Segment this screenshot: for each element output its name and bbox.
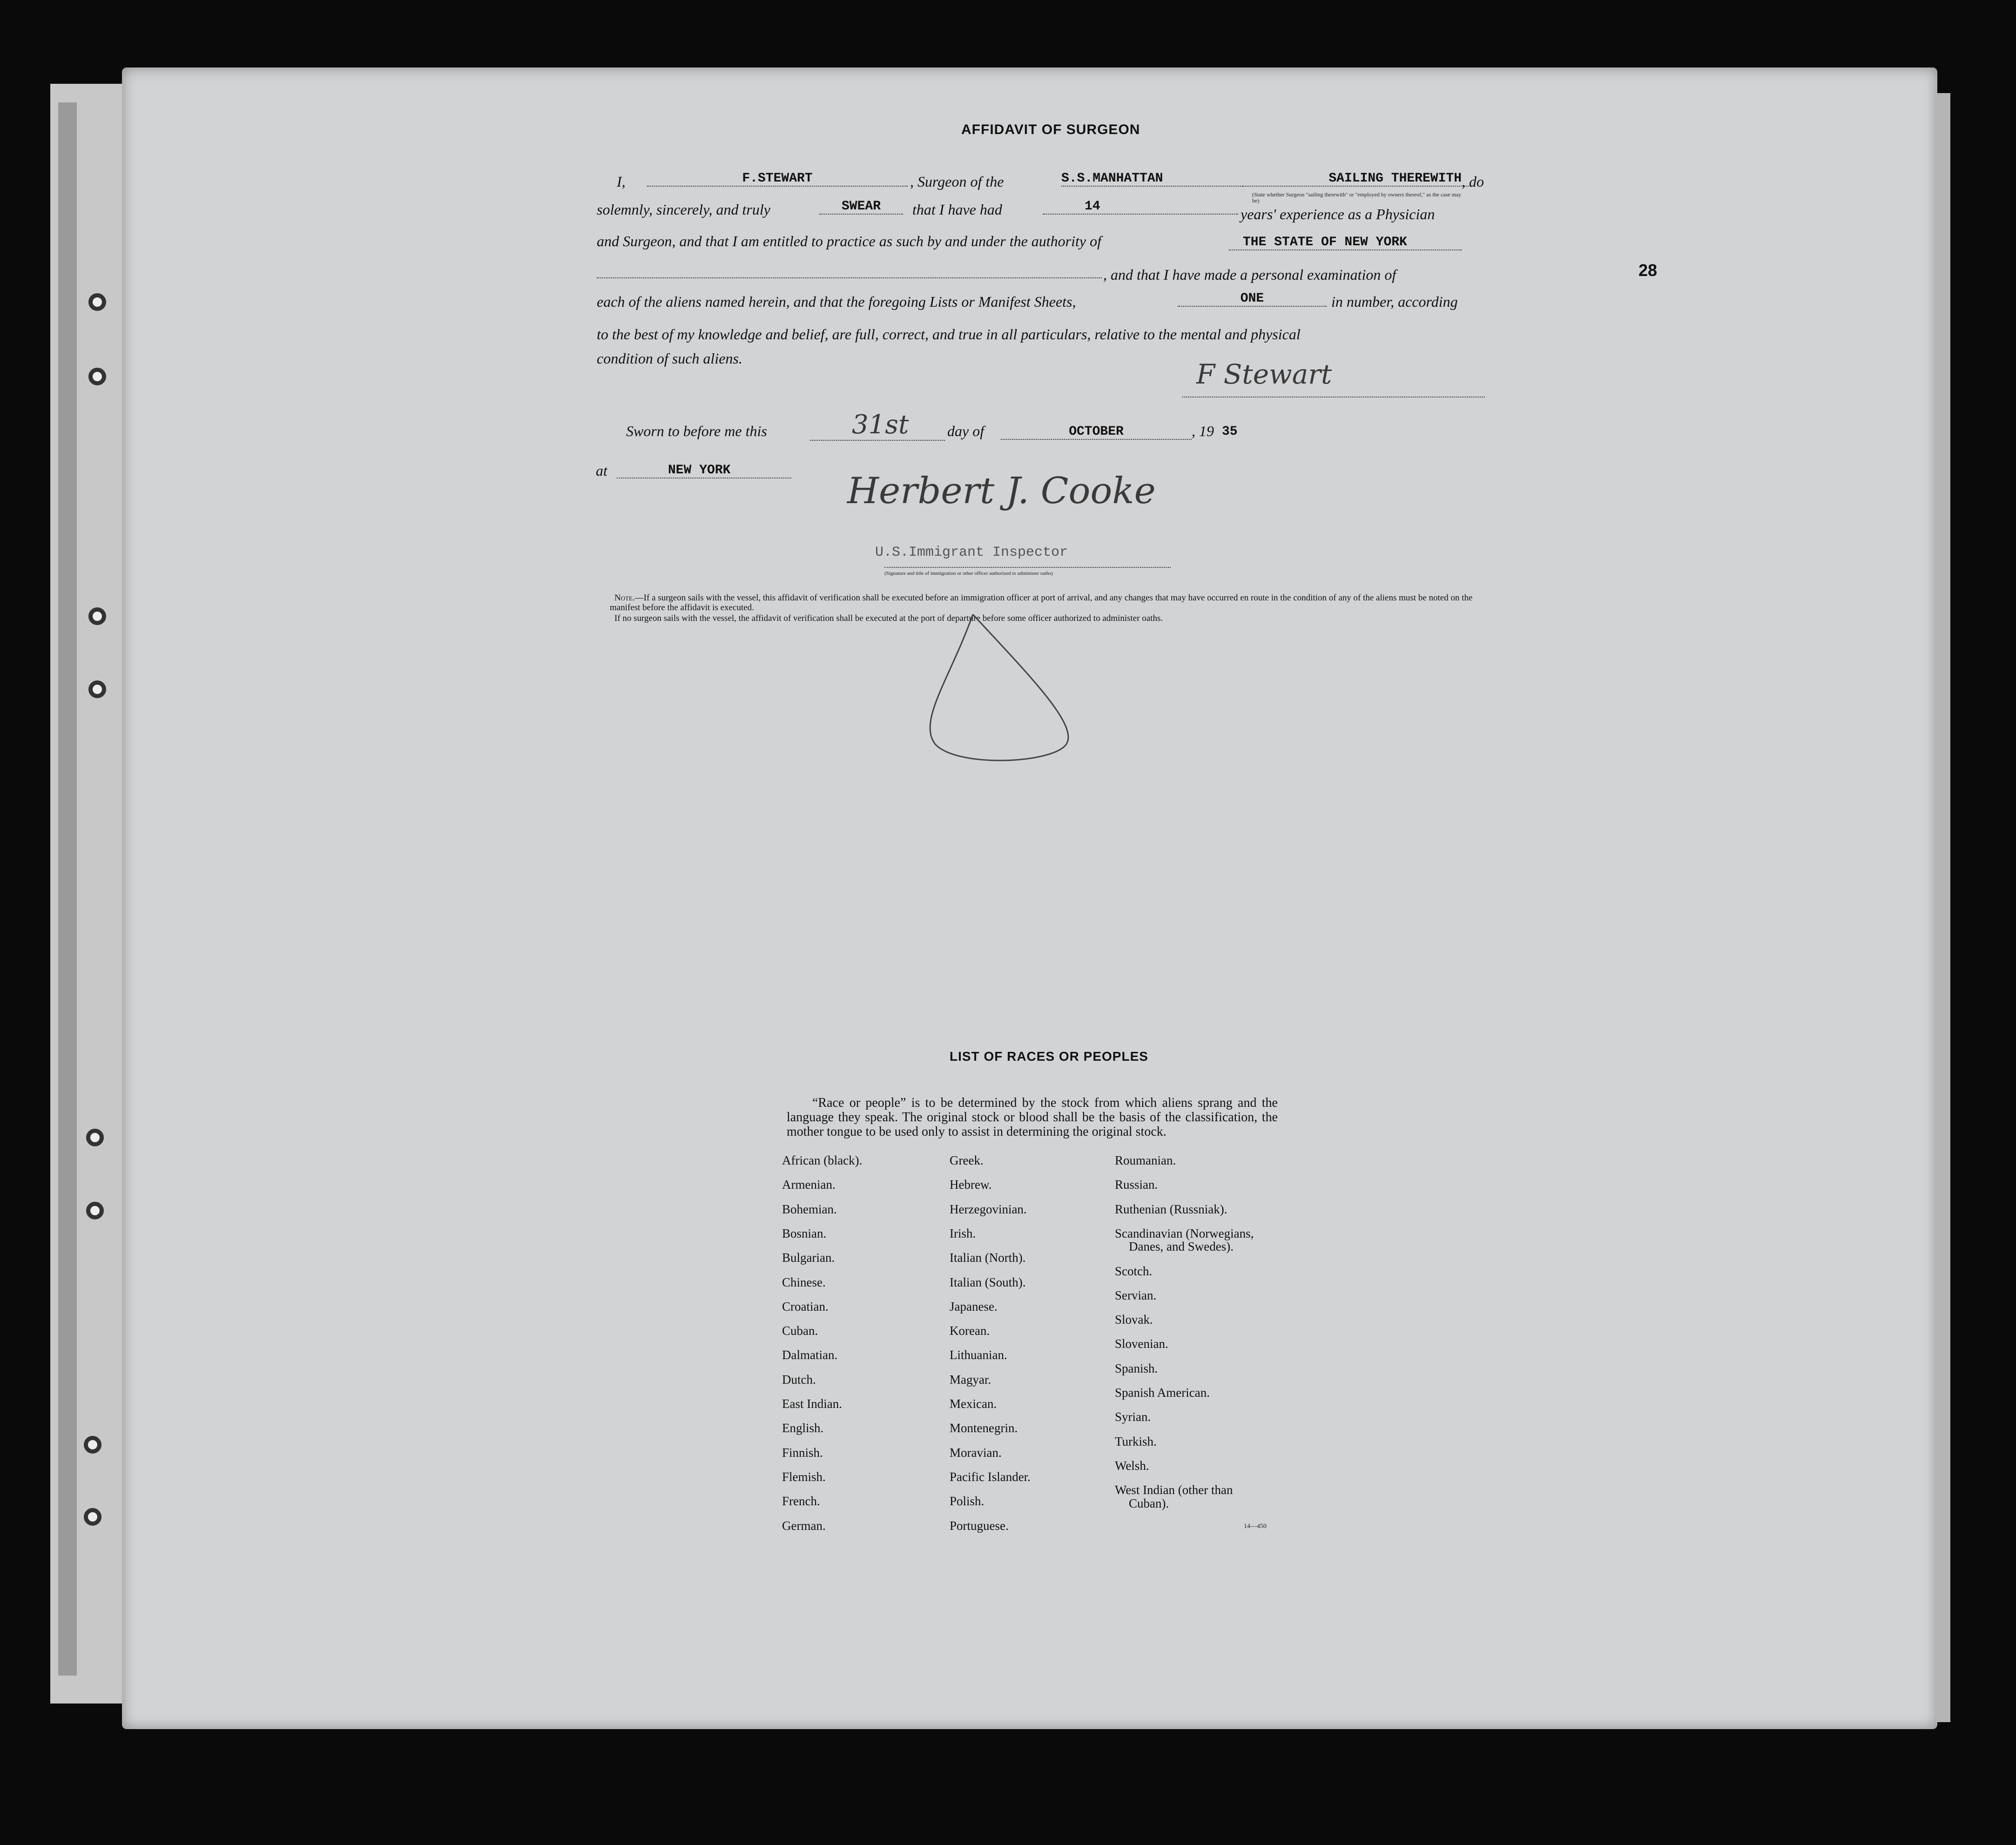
page-number: 28: [1638, 261, 1658, 280]
race-item: Lithuanian.: [950, 1348, 1007, 1362]
race-item: Bosnian.: [782, 1226, 827, 1240]
race-item: Portuguese.: [950, 1519, 1009, 1533]
and-surgeon-label: and Surgeon, and that I am entitled to practice as such by and under the authority of: [597, 233, 1101, 249]
binder-strip: [58, 102, 77, 1676]
race-item: Slovenian.: [1115, 1337, 1168, 1351]
page-edge: [1936, 93, 1950, 1722]
note-label: Note.: [614, 593, 635, 603]
surgeon-of-label: , Surgeon of the: [910, 173, 1004, 190]
race-item: Moravian.: [950, 1446, 1002, 1460]
race-item: Danes, and Swedes).: [1129, 1239, 1234, 1253]
race-item: Spanish.: [1115, 1361, 1158, 1375]
signature-caption: (Signature and title of immigration or other officer authorized to administer oaths): [884, 571, 1053, 576]
race-item: Flemish.: [782, 1470, 826, 1484]
race-item: Spanish American.: [1115, 1386, 1210, 1400]
race-item: Polish.: [950, 1494, 984, 1508]
affidavit-i: I,: [617, 173, 626, 190]
sworn-month: OCTOBER: [1001, 424, 1192, 440]
races-intro: “Race or people” is to be determined by the stock from which aliens sprang and the language they speak. The original stock or blood shall be the basis of the classification, the mother tongue to be used only to assist in determining the original stock.: [787, 1096, 1278, 1139]
inspector-signature: Herbert J. Cooke: [847, 470, 1156, 512]
binder-hole: [86, 1129, 104, 1146]
oath-type: SWEAR: [819, 199, 903, 215]
sworn-label: Sworn to before me this: [626, 423, 767, 439]
pen-stroke: [922, 605, 1085, 773]
race-item: Slovak.: [1115, 1313, 1153, 1327]
surgeon-signature: F Stewart: [1196, 358, 1332, 390]
personal-exam-label: , and that I have made a personal examination of: [1103, 266, 1396, 283]
year-prefix: , 19: [1192, 423, 1214, 439]
surgeon-name: F.STEWART: [647, 171, 908, 187]
race-item: West Indian (other than: [1115, 1483, 1233, 1497]
binder-hole: [88, 293, 106, 311]
in-number-label: in number, according: [1331, 293, 1458, 310]
binder-hole: [84, 1436, 101, 1454]
years-value: 14: [1043, 199, 1238, 215]
race-item: French.: [782, 1494, 820, 1508]
race-item: Japanese.: [950, 1300, 998, 1313]
race-item: German.: [782, 1519, 826, 1533]
binder-hole: [88, 607, 106, 625]
race-item: Magyar.: [950, 1373, 991, 1387]
race-item: Mexican.: [950, 1397, 997, 1411]
solemnly-label: solemnly, sincerely, and truly: [597, 201, 770, 218]
binder-hole: [86, 1202, 104, 1219]
race-item: Turkish.: [1115, 1434, 1157, 1448]
form-number: 14—450: [1244, 1523, 1267, 1530]
note-text-1: —If a surgeon sails with the vessel, this affidavit of verification shall be executed before an immigration officer at port of arrival, and any changes that may have occurred en route in the condition of any of the aliens must be noted on the manifest before the affidavit is executed.: [610, 593, 1473, 613]
race-item: Welsh.: [1115, 1459, 1149, 1473]
race-item: Pacific Islander.: [950, 1470, 1031, 1484]
race-item: Bulgarian.: [782, 1251, 835, 1265]
to-best-label: to the best of my knowledge and belief, are full, correct, and true in all particulars, relative to the mental and physical: [597, 326, 1301, 343]
inspector-title: U.S.Immigrant Inspector: [875, 545, 1068, 560]
race-item: English.: [782, 1421, 824, 1435]
note-paragraph-2: If no surgeon sails with the vessel, the affidavit of verification shall be executed at the port of departure before some officer authorized to administer oaths.: [614, 613, 1163, 623]
authority-value: THE STATE OF NEW YORK: [1229, 235, 1462, 250]
race-item: Ruthenian (Russniak).: [1115, 1202, 1227, 1216]
race-item: Scotch.: [1115, 1264, 1153, 1278]
years-experience-label: years' experience as a Physician: [1241, 206, 1435, 222]
sworn-place: NEW YORK: [617, 463, 791, 478]
sheet-count: ONE: [1178, 291, 1327, 307]
race-item: Roumanian.: [1115, 1153, 1176, 1167]
day-of-label: day of: [947, 423, 984, 439]
binder-hole: [84, 1508, 101, 1526]
race-item: Italian (South).: [950, 1275, 1026, 1289]
sailing-status: SAILING THEREWITH: [1243, 171, 1471, 187]
sailing-note: (State whether Surgeon "sailing therewith" or "employed by owners thereof," as the case may be): [1252, 191, 1462, 204]
race-item: Dutch.: [782, 1373, 816, 1387]
race-item: Servian.: [1115, 1288, 1157, 1302]
affidavit-title: AFFIDAVIT OF SURGEON: [961, 122, 1140, 137]
race-item: Herzegovinian.: [950, 1202, 1027, 1216]
race-item: Armenian.: [782, 1178, 836, 1192]
race-item: Bohemian.: [782, 1202, 837, 1216]
race-item: Chinese.: [782, 1275, 826, 1289]
race-item: Russian.: [1115, 1178, 1158, 1192]
race-item: Italian (North).: [950, 1251, 1026, 1265]
race-item: Finnish.: [782, 1446, 823, 1460]
condition-label: condition of such aliens.: [597, 350, 742, 367]
binder-hole: [88, 680, 106, 698]
inspector-signature-line: [884, 567, 1171, 568]
race-item: Scandinavian (Norwegians,: [1115, 1226, 1254, 1240]
race-item: Cuban).: [1129, 1496, 1169, 1510]
binder-hole: [88, 368, 106, 385]
authority-continuation-line: [597, 277, 1102, 278]
ship-name: S.S.MANHATTAN: [1061, 171, 1243, 187]
each-of-label: each of the aliens named herein, and that the foregoing Lists or Manifest Sheets,: [597, 293, 1076, 310]
do-label: , do: [1462, 173, 1484, 190]
race-item: Hebrew.: [950, 1178, 992, 1192]
race-item: Syrian.: [1115, 1410, 1151, 1424]
races-title: LIST OF RACES OR PEOPLES: [950, 1049, 1148, 1064]
race-item: Dalmatian.: [782, 1348, 838, 1362]
race-item: Montenegrin.: [950, 1421, 1018, 1435]
race-item: Irish.: [950, 1226, 976, 1240]
race-item: Cuban.: [782, 1324, 818, 1338]
race-item: Greek.: [950, 1153, 984, 1167]
race-item: Croatian.: [782, 1300, 829, 1313]
race-item: Korean.: [950, 1324, 990, 1338]
at-label: at: [596, 462, 607, 479]
sworn-day: 31st: [852, 410, 909, 440]
sworn-day-line: [810, 440, 945, 441]
race-item: East Indian.: [782, 1397, 842, 1411]
race-item: African (black).: [782, 1153, 863, 1167]
year-suffix: 35: [1222, 424, 1238, 439]
that-i-have-had-label: that I have had: [912, 201, 1002, 218]
